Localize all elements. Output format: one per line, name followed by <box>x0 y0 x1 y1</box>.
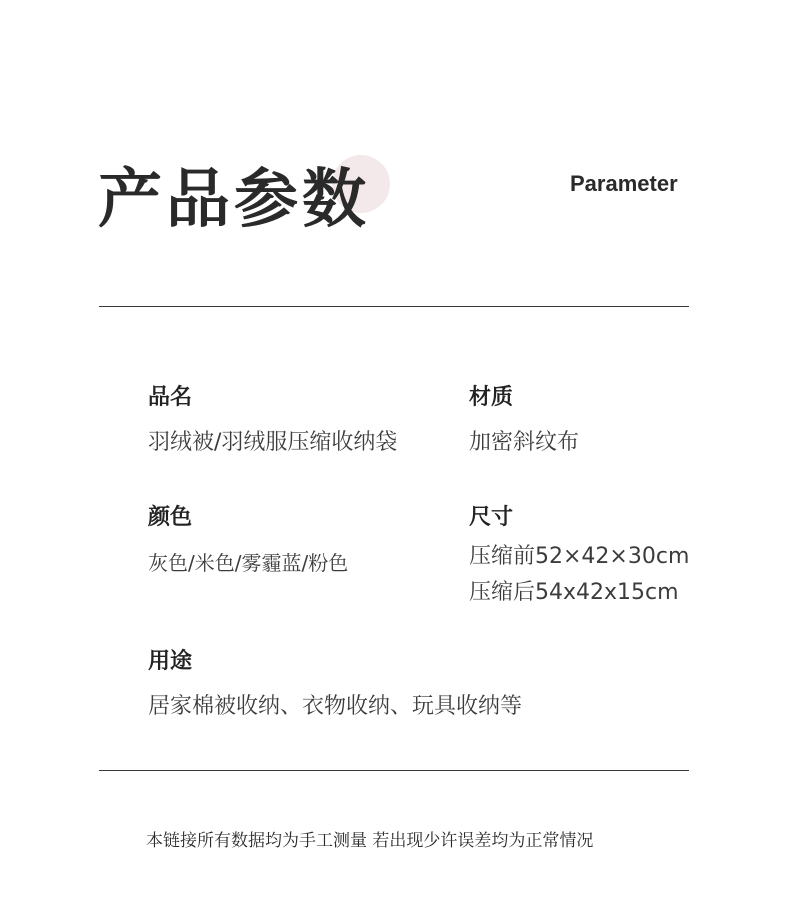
spec-value: 灰色/米色/雾霾蓝/粉色 <box>148 551 349 575</box>
spec-label: 尺寸 <box>469 505 514 530</box>
spec-size <box>469 507 689 611</box>
spec-label: 材质 <box>469 385 514 410</box>
spec-label: 颜色 <box>148 505 193 530</box>
top-divider <box>99 306 689 307</box>
bottom-divider <box>99 770 689 771</box>
spec-value-after: 压缩后54x42x15cm <box>469 580 679 605</box>
spec-usage <box>148 651 522 725</box>
spec-product-name <box>148 387 397 461</box>
spec-label: 用途 <box>148 649 193 674</box>
spec-value-before: 压缩前52×42×30cm <box>469 544 690 569</box>
spec-value: 加密斜纹布 <box>469 430 580 455</box>
spec-value: 居家棉被收纳、衣物收纳、玩具收纳等 <box>148 694 523 719</box>
spec-material <box>469 387 579 461</box>
page-title: 产品参数 <box>98 163 370 237</box>
page-subtitle: Parameter <box>570 171 678 196</box>
footnote: 本链接所有数据均为手工测量 若出现少许误差均为正常情况 <box>146 831 594 851</box>
spec-label: 品名 <box>148 385 193 410</box>
spec-color <box>148 507 348 581</box>
spec-value: 羽绒被/羽绒服压缩收纳袋 <box>148 430 398 455</box>
